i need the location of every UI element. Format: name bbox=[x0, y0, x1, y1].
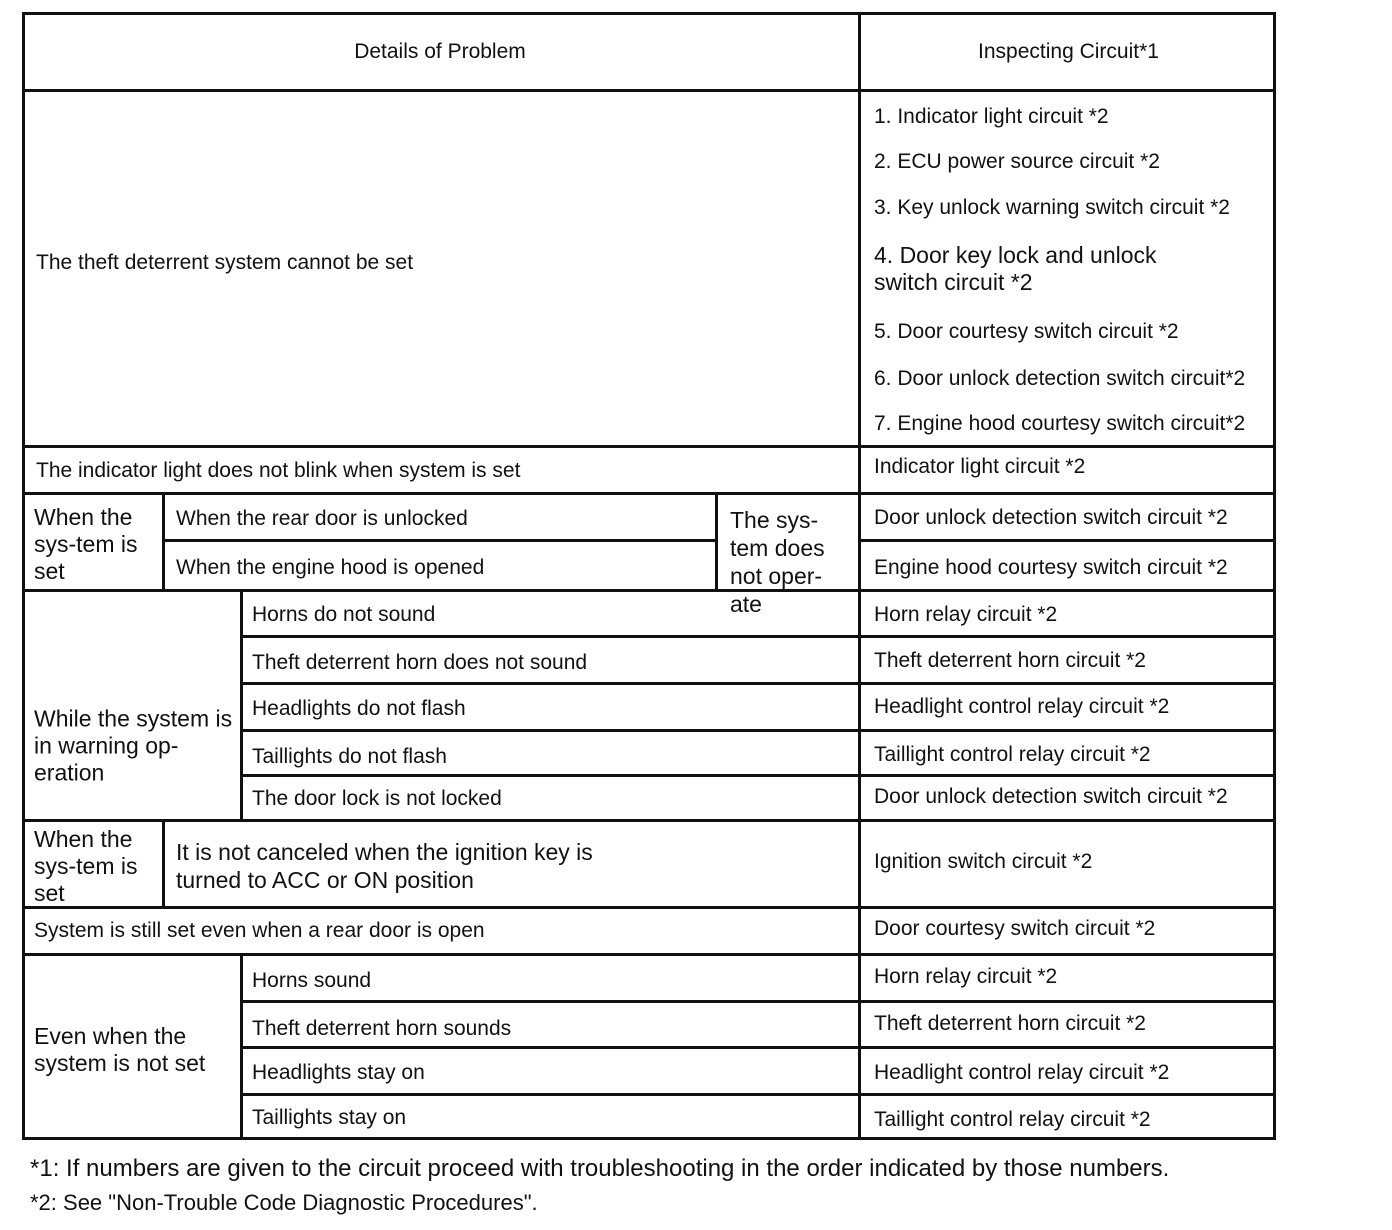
problem-horns-sound: Horns sound bbox=[252, 969, 372, 992]
circuit-engine-hood-courtesy: Engine hood courtesy switch circuit *2 bbox=[874, 556, 1228, 579]
problem-ignition-not-canceled: It is not canceled when the ignition key is turned to ACC or ON position bbox=[176, 839, 593, 893]
circuit-item-4: 4. Door key lock and unlock switch circuit *2 bbox=[874, 242, 1157, 295]
circuit-horn-relay-2: Horn relay circuit *2 bbox=[874, 965, 1058, 988]
problem-door-lock-not-locked: The door lock is not locked bbox=[252, 787, 502, 810]
group-divider bbox=[162, 819, 165, 907]
row-divider bbox=[240, 1046, 1276, 1049]
row-divider bbox=[22, 492, 1276, 495]
group-when-system-set: When the sys-tem is set bbox=[34, 504, 138, 584]
group-when-system-set-ignition: When the sys-tem is set bbox=[34, 826, 138, 906]
header-details-of-problem: Details of Problem bbox=[354, 40, 526, 63]
row-divider bbox=[240, 1093, 1276, 1096]
problem-indicator-blink: The indicator light does not blink when system is set bbox=[36, 459, 521, 482]
circuit-taillight-relay-2: Taillight control relay circuit *2 bbox=[874, 1108, 1151, 1131]
circuit-item-6: 6. Door unlock detection switch circuit*2 bbox=[874, 367, 1246, 390]
circuit-ignition-switch: Ignition switch circuit *2 bbox=[874, 850, 1093, 873]
problem-theft-horn-sounds: Theft deterrent horn sounds bbox=[252, 1017, 512, 1040]
problem-theft-horn-no-sound: Theft deterrent horn does not sound bbox=[252, 651, 588, 674]
circuit-theft-horn-2: Theft deterrent horn circuit *2 bbox=[874, 1012, 1146, 1035]
footnote-1: *1: If numbers are given to the circuit proceed with troubleshooting in the order indicated by those numbers. bbox=[30, 1155, 1170, 1182]
circuit-theft-horn: Theft deterrent horn circuit *2 bbox=[874, 649, 1146, 672]
problem-rear-door-unlocked: When the rear door is unlocked bbox=[176, 507, 468, 530]
row-divider bbox=[22, 589, 1276, 592]
problem-taillights-no-flash: Taillights do not flash bbox=[252, 745, 447, 768]
row-divider bbox=[22, 819, 1276, 822]
circuit-headlight-relay-2: Headlight control relay circuit *2 bbox=[874, 1061, 1170, 1084]
row-divider bbox=[22, 953, 1276, 956]
circuit-item-3: 3. Key unlock warning switch circuit *2 bbox=[874, 196, 1230, 219]
group-warning-operation: While the system is in warning op-eration bbox=[34, 705, 233, 786]
circuit-door-unlock-detection: Door unlock detection switch circuit *2 bbox=[874, 506, 1228, 529]
row-divider bbox=[240, 682, 1276, 685]
circuit-door-unlock-detection-2: Door unlock detection switch circuit *2 bbox=[874, 785, 1228, 808]
circuit-horn-relay: Horn relay circuit *2 bbox=[874, 603, 1058, 626]
row-divider bbox=[240, 774, 1276, 777]
circuit-door-courtesy: Door courtesy switch circuit *2 bbox=[874, 917, 1156, 940]
problem-headlights-no-flash: Headlights do not flash bbox=[252, 697, 466, 720]
problem-cannot-be-set: The theft deterrent system cannot be set bbox=[36, 251, 414, 274]
row-divider bbox=[858, 539, 1276, 542]
problem-rear-door-open: System is still set even when a rear door is open bbox=[34, 919, 485, 942]
row-divider bbox=[240, 635, 1276, 638]
row-divider bbox=[240, 729, 1276, 732]
circuit-item-1: 1. Indicator light circuit *2 bbox=[874, 105, 1109, 128]
row-divider bbox=[22, 89, 1276, 92]
group-even-when-not-set: Even when the system is not set bbox=[34, 1023, 206, 1076]
problem-horns-no-sound: Horns do not sound bbox=[252, 603, 436, 626]
problem-engine-hood-opened: When the engine hood is opened bbox=[176, 556, 485, 579]
circuit-headlight-relay: Headlight control relay circuit *2 bbox=[874, 695, 1170, 718]
row-divider bbox=[162, 539, 716, 542]
problem-taillights-stay-on: Taillights stay on bbox=[252, 1106, 407, 1129]
circuit-item-2: 2. ECU power source circuit *2 bbox=[874, 150, 1160, 173]
column-divider bbox=[858, 12, 861, 1140]
result-system-does-not-operate: The sys-tem does not oper-ate bbox=[730, 507, 825, 617]
row-divider bbox=[240, 1000, 1276, 1003]
circuit-item-5: 5. Door courtesy switch circuit *2 bbox=[874, 320, 1179, 343]
row-divider bbox=[22, 906, 1276, 909]
footnote-2: *2: See "Non-Trouble Code Diagnostic Procedures". bbox=[30, 1190, 538, 1215]
row-divider bbox=[22, 445, 1276, 448]
circuit-item-7: 7. Engine hood courtesy switch circuit*2 bbox=[874, 412, 1246, 435]
header-inspecting-circuit: Inspecting Circuit*1 bbox=[978, 40, 1159, 63]
circuit-taillight-relay: Taillight control relay circuit *2 bbox=[874, 743, 1151, 766]
group-divider bbox=[240, 589, 243, 820]
problem-headlights-stay-on: Headlights stay on bbox=[252, 1061, 425, 1084]
circuit-indicator-blink: Indicator light circuit *2 bbox=[874, 455, 1086, 478]
